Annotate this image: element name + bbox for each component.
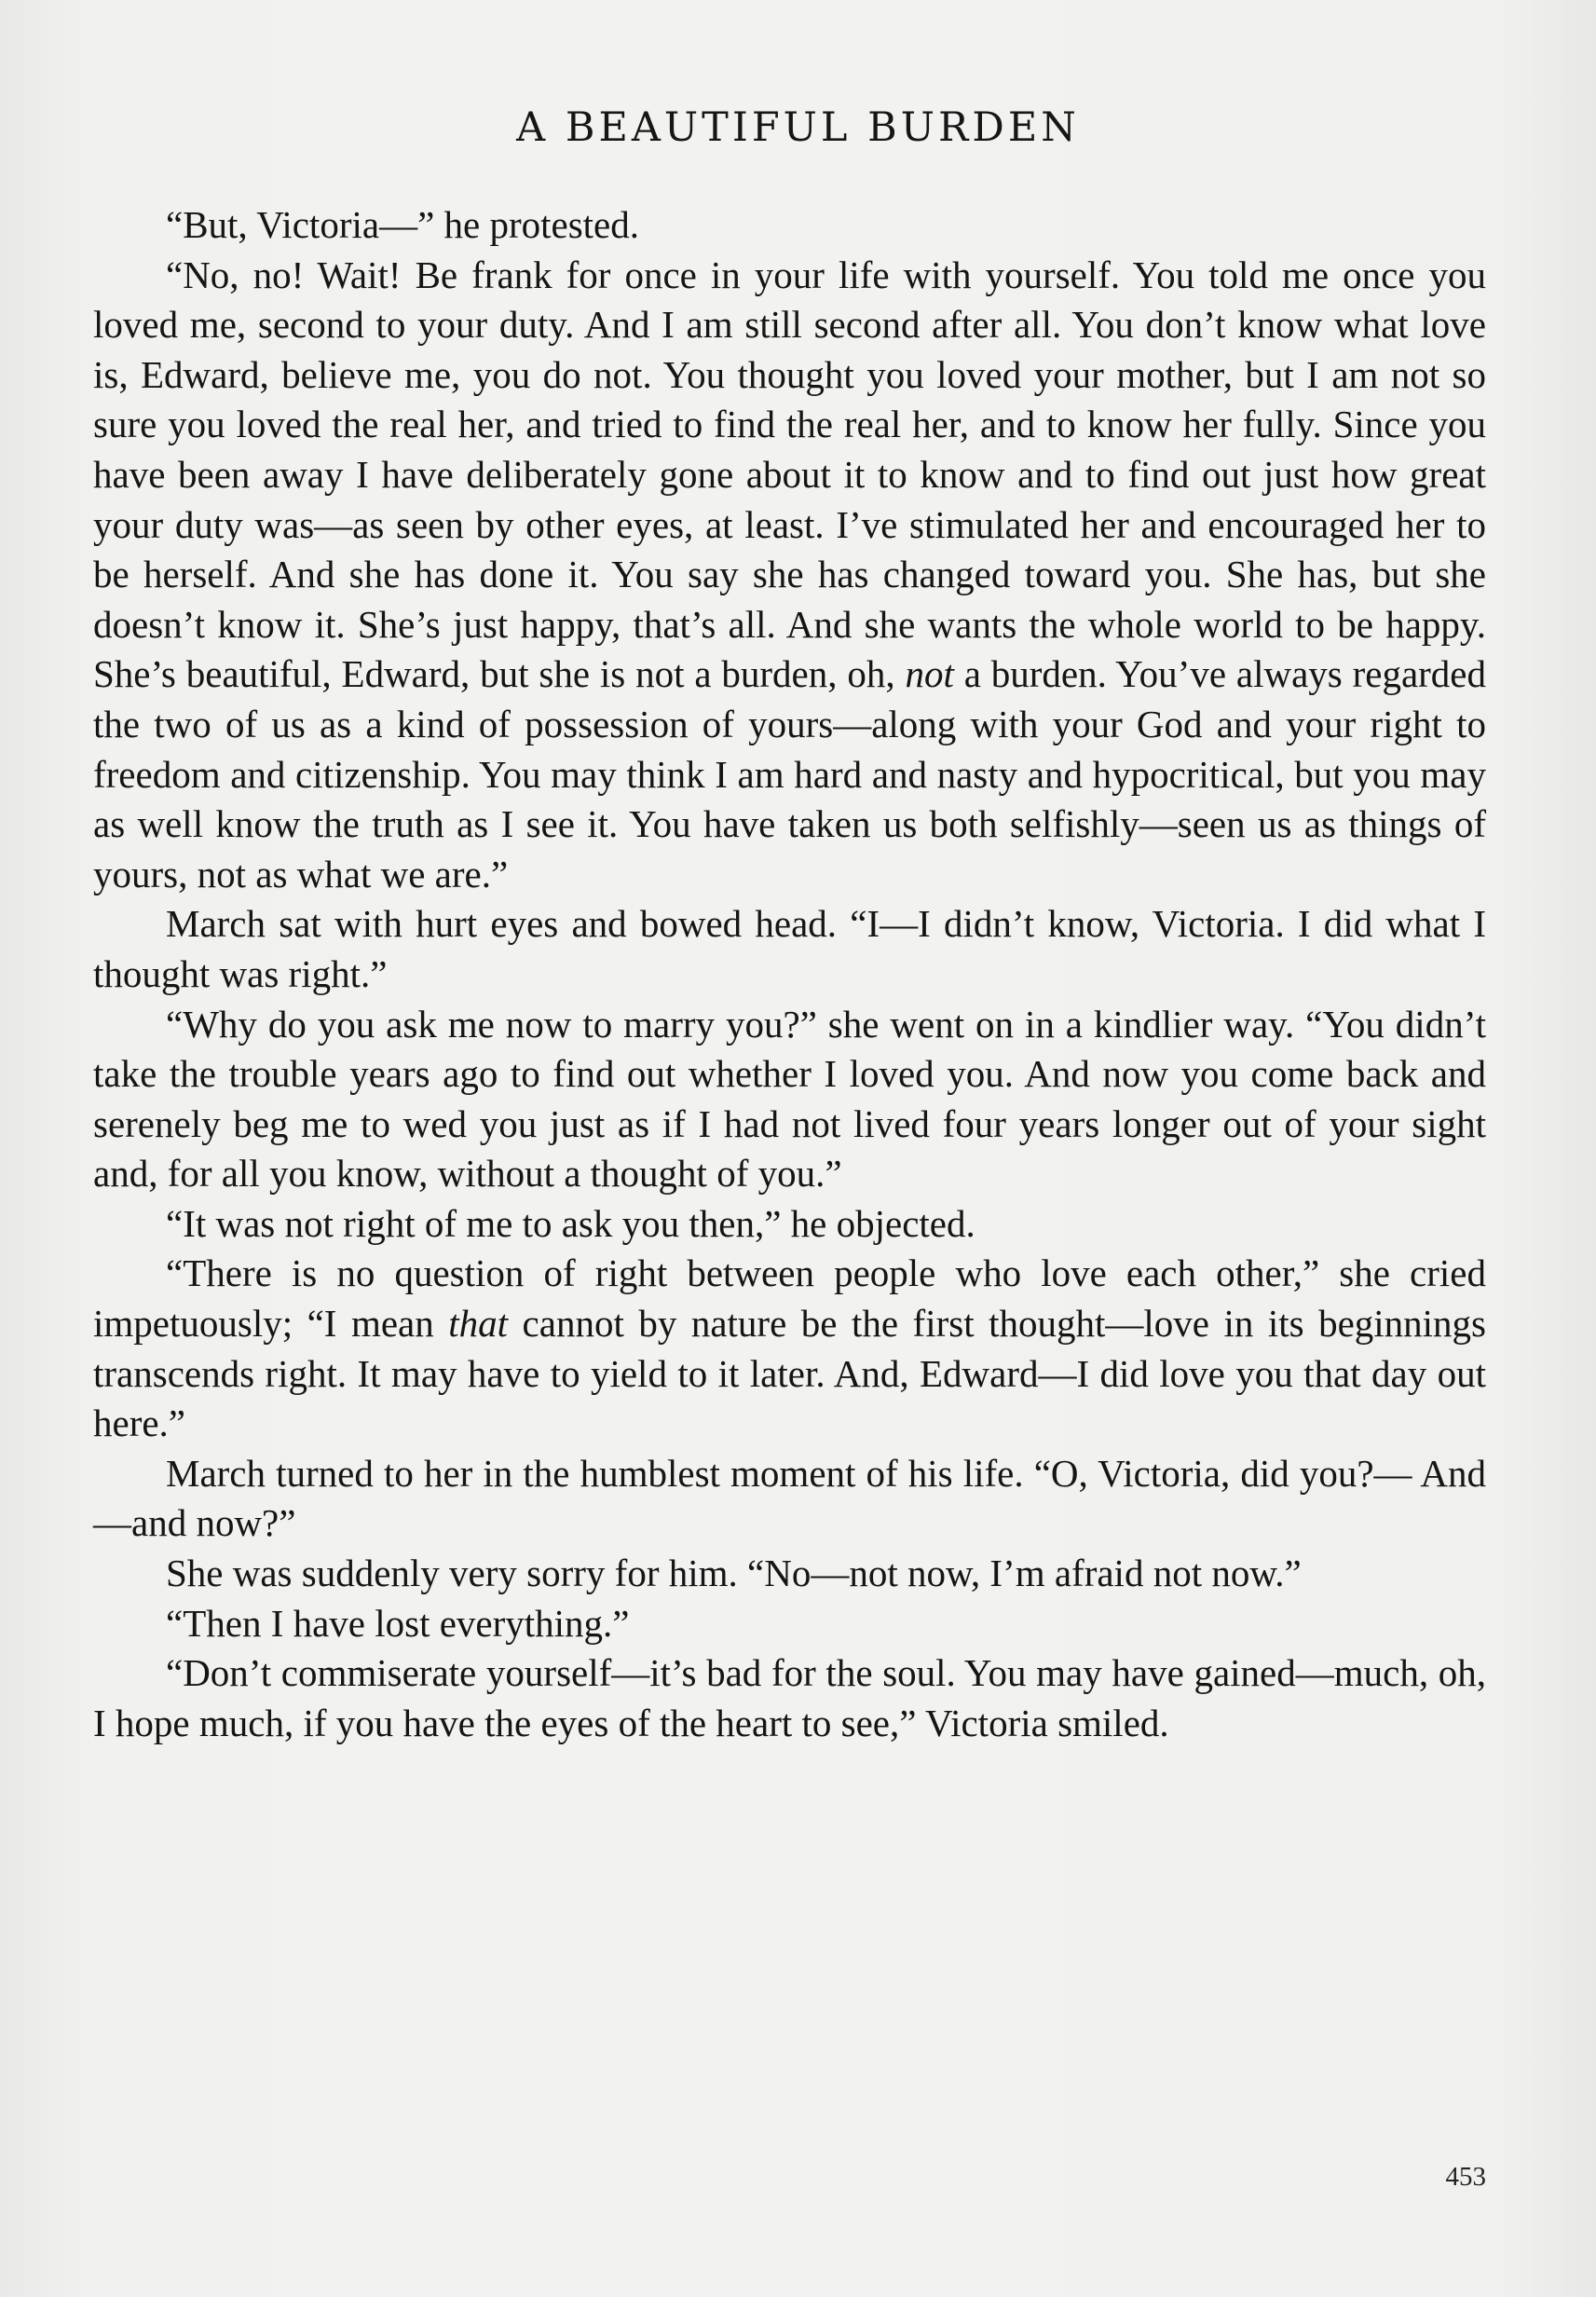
paragraph: “No, no! Wait! Be frank for once in your life with yourself. You told me once you loved me, second to your duty. And I am still second after all. You don’t know what love is, Edward, believe me, you do not. You thought you loved your mother, but I am not so sure you loved the real her, and tried to find the real her, and to know her fully. Since you have been away I have deliberately gone about it to know and to find out just how great your duty was—as seen by other eyes, at least. I’ve stimulated her and encouraged her to be herself. And she has done it. You say she has changed toward you. She has, but she doesn’t know it. She’s just happy, that’s all. And she wants the whole world to be happy. She’s beautiful, Edward, but she is not a burden, oh, not a burden. You’ve always regarded the two of us as a kind of possession of yours—along with your God and your right to freedom and citizenship. You may think I am hard and nasty and hypocritical, but you may as well know the truth as I see it. You have taken us both selfishly—seen us as things of yours, not as what we are.” — [93, 253, 1486, 896]
paragraph: “Don’t commiserate yourself—it’s bad for the soul. You may have gained—much, oh, I hope much, if you have the eyes of the heart to see,” Victoria smiled. — [93, 1651, 1486, 1744]
paragraph: “Why do you ask me now to marry you?” she went on in a kindlier way. “You didn’t take the trouble years ago to find out whether I loved you. And now you come back and serenely beg me to wed you just as if I had not lived four years longer out of your sight and, for all you know, without a thought of you.” — [93, 1002, 1486, 1196]
body-text — [93, 200, 1486, 1748]
paragraph: “But, Victoria—” he protested. — [166, 203, 639, 246]
paragraph: “Then I have lost everything.” — [166, 1601, 630, 1645]
paragraph: “There is no question of right between people who love each other,” she cried impetuously; “I mean that cannot by nature be the first thought—love in its beginnings transcends right. It may have to yield to it later. And, Edward—I did love you that day out here.” — [93, 1251, 1487, 1445]
paragraph: “It was not right of me to ask you then,” he objected. — [166, 1201, 975, 1245]
running-header: A BEAUTIFUL BURDEN — [516, 104, 1080, 151]
paragraph: March sat with hurt eyes and bowed head. “I—I didn’t know, Victoria. I did what I thought was right.” — [93, 902, 1486, 995]
paragraph: She was suddenly very sorry for him. “No—not now, I’m afraid not now.” — [166, 1552, 1302, 1595]
paragraph: March turned to her in the humblest moment of his life. “O, Victoria, did you?— And—and now?” — [93, 1451, 1486, 1545]
page-number: 453 — [1445, 2162, 1486, 2192]
